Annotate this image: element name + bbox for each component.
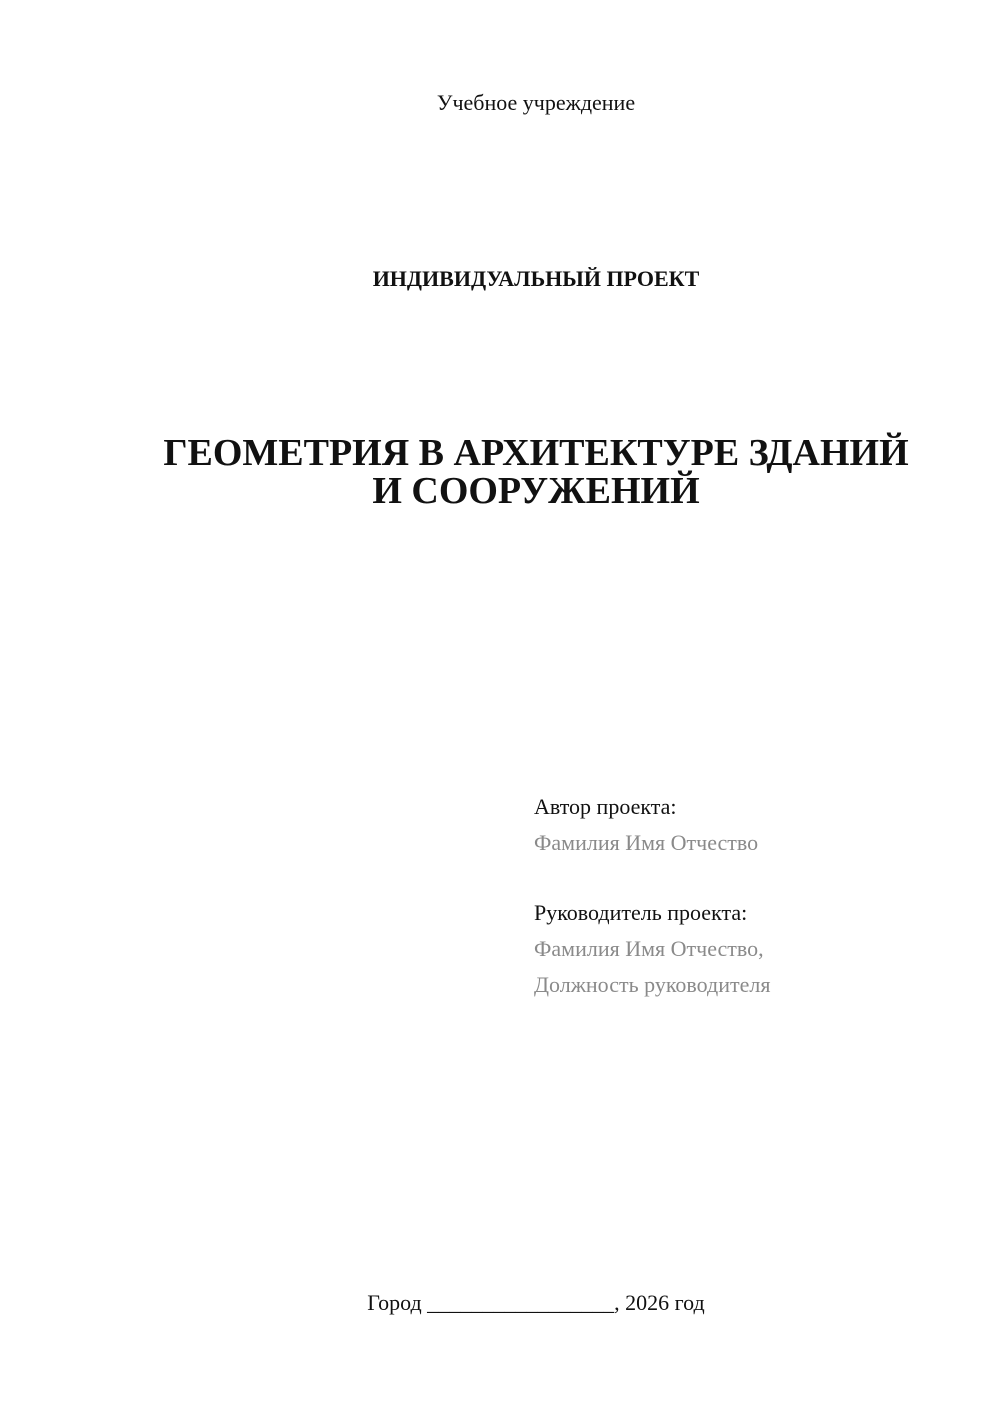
author-name: Фамилия Имя Отчество <box>534 830 759 855</box>
author-label: Автор проекта: <box>534 794 677 819</box>
supervisor-label: Руководитель проекта: <box>534 900 748 925</box>
project-info-block <box>534 789 770 1003</box>
project-title-line-2: И СООРУЖЕНИЙ <box>372 470 700 512</box>
city-year-line: Город _________________, 2026 год <box>367 1290 705 1315</box>
info-spacer <box>534 861 770 895</box>
supervisor-position: Должность руководителя <box>534 972 771 997</box>
project-title-line-1: ГЕОМЕТРИЯ В АРХИТЕКТУРЕ ЗДАНИЙ <box>163 432 909 474</box>
project-type-heading: ИНДИВИДУАЛЬНЫЙ ПРОЕКТ <box>372 266 700 291</box>
project-title <box>0 434 1000 510</box>
supervisor-name: Фамилия Имя Отчество, <box>534 936 764 961</box>
institution-name: Учебное учреждение <box>436 90 636 115</box>
